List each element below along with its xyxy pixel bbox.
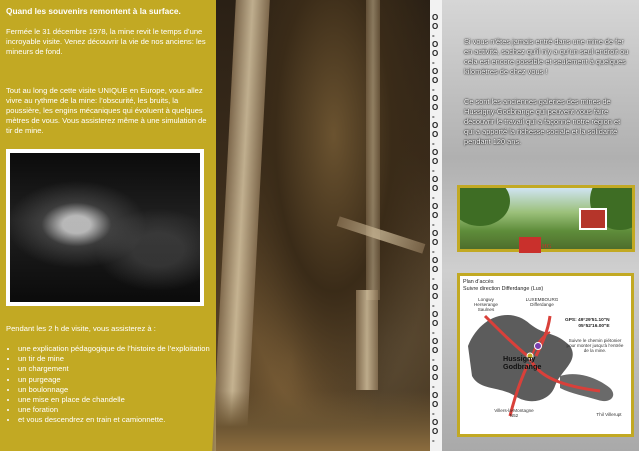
strip-glyph: O [432,256,439,265]
strip-glyph: O [432,94,439,103]
gps-east: 05°52'16.00"E [578,324,610,329]
strip-glyph: - [432,220,435,229]
list-item: • une explication pédagogique de l’histoire de l’exploitation [18,344,214,354]
place-hussigny: Hussigny Godbrange [503,354,542,371]
strip-glyph: - [432,328,435,337]
strip-glyph: O [432,229,439,238]
strip-glyph: O [432,364,439,373]
strip-glyph: - [432,166,435,175]
right-paragraph-2: Ce sont les anciennes galeries des mines de Hussigny-Godbrange qui peuvent vous faire découvrir le travail qui a façonné notre région et qui a apporté la richesse sociale et la solidarité pendant 120 ans. [464,97,621,146]
strip-glyph: O [432,337,439,346]
list-item: • et vous descendrez en train et camionnette. [18,415,214,425]
left-panel [0,0,216,451]
strip-glyph: O [432,400,439,409]
strip-glyph: O [432,319,439,328]
strip-glyph: - [432,58,435,67]
intro-paragraph: Fermée le 31 décembre 1978, la mine revit le temps d’une incroyable visite. Venez découvrir la vie de nos anciens: les mineurs de fond. [6,27,206,56]
strip-glyph: O [432,67,439,76]
list-item: • une foration [18,405,214,415]
strip-glyph: - [432,193,435,202]
strip-glyph: - [432,382,435,391]
strip-glyph: O [432,418,439,427]
strip-glyph: - [432,85,435,94]
mine-floor [216,391,430,451]
strip-glyph: O [432,202,439,211]
entrance-sign [579,208,607,230]
activities-list [6,344,214,426]
mine-entrance-photo [457,185,635,252]
strip-glyph: O [432,130,439,139]
strip-glyph: O [432,121,439,130]
map-subtitle: Suivre direction Differdange (Lux) [463,286,544,292]
strip-glyph: O [432,427,439,436]
list-item: • un boulonnage [18,385,214,395]
strip-glyph: - [432,436,435,445]
gps-north: GPS: 49°29'51.10"N [565,318,610,323]
timber-beam [337,216,426,253]
right-panel [430,0,639,451]
hg-logo [519,237,541,253]
strip-glyph: O [432,238,439,247]
tree [457,185,510,226]
strip-glyph: O [432,184,439,193]
strip-glyph: O [432,49,439,58]
strip-glyph: - [432,274,435,283]
strip-glyph: O [432,292,439,301]
label-thil: Thil Villerupt [596,412,622,417]
label-villers: Villers-la-Montagne N52 [494,408,534,419]
strip-glyph: O [432,103,439,112]
timber-post [356,290,378,390]
miners-photo [6,149,204,306]
strip-glyph: O [432,283,439,292]
strip-glyph: - [432,409,435,418]
strip-glyph: - [432,355,435,364]
list-item: • un chargement [18,364,214,374]
strip-glyph: O [432,373,439,382]
right-paragraph-1: Si vous n’êtes jamais entré dans une mine de fer en activité, sachez qu’il n’y a qu’un seul endroit ou cela est encore possible et seulement à quelques kilomètres de chez vous ! [464,37,629,76]
gps-coordinates [565,318,610,330]
strip-glyph: O [432,76,439,85]
strip-glyph: - [432,139,435,148]
hg-logo-text: HG [542,243,552,250]
strip-glyph: - [432,301,435,310]
label-path: Suivre le chemin piétonier pour monter jusqu’à l’entrée de la mine. [566,338,624,354]
strip-glyph: O [432,22,439,31]
mine-gallery-photo [216,0,430,451]
decorative-strip [430,0,442,451]
strip-glyph: O [432,211,439,220]
map-title: Plan d’accès [463,279,494,285]
strip-glyph: O [432,175,439,184]
list-intro: Pendant les 2 h de visite, vous assisterez à : [6,324,156,333]
label-luxembourg: LUXEMBOURG Differdange [525,297,559,308]
strip-glyph: O [432,148,439,157]
timber-post [366,0,380,300]
strip-glyph: O [432,40,439,49]
timber-post [212,0,270,451]
strip-glyph: O [432,157,439,166]
list-item: • un purgeage [18,375,214,385]
list-item: • un tir de mine [18,354,214,364]
visit-paragraph: Tout au long de cette visite UNIQUE en Europe, vous allez vivre au rythme de la mine: l’obscurité, les bruits, la poussière, les engins mécaniques qui évoluent à quelques mètres de vous. Vous assisterez même à une simulation de tir de mine. [6,86,207,135]
strip-glyph: O [432,13,439,22]
label-longwy: Longwy Herserange Saulnes [473,297,498,313]
strip-glyph: O [432,391,439,400]
strip-glyph: - [432,247,435,256]
strip-glyph: O [432,346,439,355]
strip-glyph: - [432,31,435,40]
strip-glyph: O [432,265,439,274]
left-title: Quand les souvenirs remontent à la surface. [6,6,181,16]
access-map [457,273,634,437]
strip-glyph: O [432,310,439,319]
strip-glyph: - [432,112,435,121]
list-item: • une mise en place de chandelle [18,395,214,405]
